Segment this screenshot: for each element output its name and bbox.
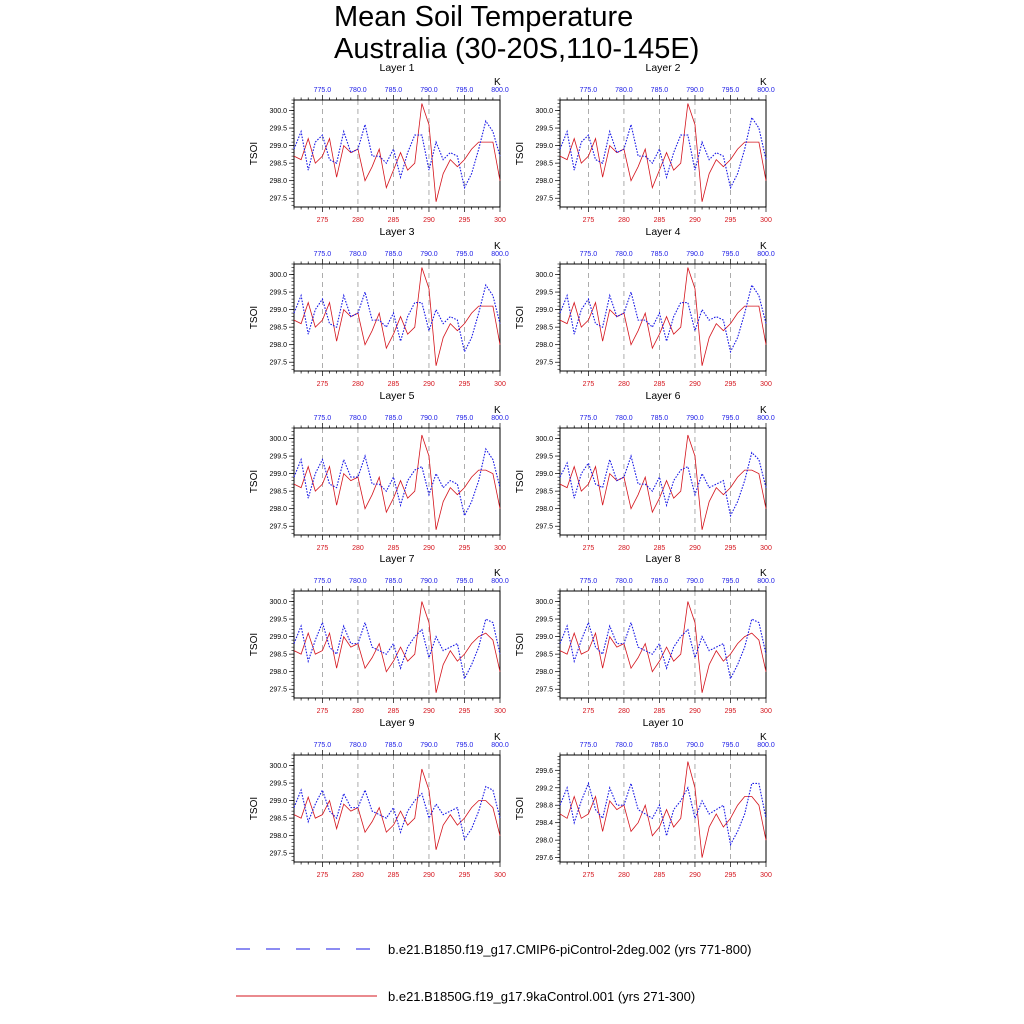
y-tick-label: 298.5 bbox=[535, 160, 553, 168]
top-tick-label: 800.0 bbox=[491, 415, 509, 422]
top-tick-label: 785.0 bbox=[650, 742, 669, 749]
top-tick-label: 790.0 bbox=[686, 415, 704, 422]
top-axis-unit: K bbox=[494, 241, 501, 252]
x-tick-label: 295 bbox=[724, 872, 737, 879]
top-tick-label: 775.0 bbox=[579, 742, 598, 749]
y-tick-label: 298.0 bbox=[269, 669, 287, 677]
x-tick-label: 275 bbox=[316, 708, 329, 715]
top-tick-label: 775.0 bbox=[579, 578, 598, 585]
top-tick-label: 790.0 bbox=[420, 578, 438, 585]
x-tick-label: 280 bbox=[352, 708, 364, 715]
x-tick-label: 275 bbox=[582, 381, 595, 388]
series-picontrol-line bbox=[294, 285, 500, 352]
top-tick-label: 800.0 bbox=[491, 251, 509, 258]
x-tick-label: 285 bbox=[653, 381, 666, 388]
panel-layer-9 bbox=[249, 717, 509, 879]
x-tick-label: 300 bbox=[494, 872, 506, 879]
top-tick-label: 785.0 bbox=[384, 87, 403, 94]
x-tick-label: 285 bbox=[387, 872, 400, 879]
y-tick-label: 299.0 bbox=[269, 798, 287, 806]
top-tick-label: 790.0 bbox=[686, 578, 704, 585]
top-tick-label: 785.0 bbox=[384, 415, 403, 422]
top-tick-label: 795.0 bbox=[721, 415, 740, 422]
x-tick-label: 280 bbox=[352, 381, 364, 388]
figure-title-line1: Mean Soil Temperature bbox=[334, 1, 634, 33]
y-tick-label: 298.8 bbox=[535, 802, 553, 810]
panel-layer-10 bbox=[515, 717, 775, 879]
y-axis-label: TSOI bbox=[515, 796, 526, 821]
top-tick-label: 780.0 bbox=[615, 742, 633, 749]
series-9kacontrol-line bbox=[294, 268, 500, 366]
top-tick-label: 780.0 bbox=[615, 87, 633, 94]
y-tick-label: 299.5 bbox=[269, 453, 287, 461]
plot-frame bbox=[294, 755, 500, 862]
series-picontrol-line bbox=[560, 619, 766, 679]
top-tick-label: 795.0 bbox=[455, 415, 474, 422]
x-tick-label: 295 bbox=[458, 545, 471, 552]
top-tick-label: 775.0 bbox=[313, 251, 332, 258]
y-tick-label: 299.6 bbox=[535, 767, 553, 775]
x-tick-label: 275 bbox=[316, 872, 329, 879]
top-tick-label: 800.0 bbox=[757, 578, 775, 585]
top-tick-label: 800.0 bbox=[491, 742, 509, 749]
top-tick-label: 780.0 bbox=[349, 578, 367, 585]
top-tick-label: 780.0 bbox=[349, 87, 367, 94]
x-tick-label: 295 bbox=[724, 217, 737, 224]
top-axis-unit: K bbox=[760, 405, 767, 416]
y-tick-label: 297.5 bbox=[535, 523, 553, 531]
top-axis-unit: K bbox=[760, 568, 767, 579]
y-tick-label: 297.5 bbox=[535, 359, 553, 367]
top-tick-label: 795.0 bbox=[721, 87, 740, 94]
series-9kacontrol-line bbox=[560, 268, 766, 366]
y-axis-label: TSOI bbox=[249, 632, 260, 657]
y-tick-label: 299.5 bbox=[535, 125, 553, 133]
panel-layer-7 bbox=[249, 553, 509, 715]
panel-title: Layer 4 bbox=[645, 226, 681, 238]
y-tick-label: 298.0 bbox=[535, 506, 553, 514]
series-9kacontrol-line bbox=[560, 602, 766, 693]
top-axis-unit: K bbox=[760, 732, 767, 743]
y-tick-label: 299.5 bbox=[269, 289, 287, 297]
x-tick-label: 285 bbox=[387, 217, 400, 224]
x-tick-label: 285 bbox=[653, 708, 666, 715]
x-tick-label: 285 bbox=[387, 545, 400, 552]
x-tick-label: 300 bbox=[760, 708, 772, 715]
top-tick-label: 795.0 bbox=[455, 742, 474, 749]
x-tick-label: 290 bbox=[689, 381, 701, 388]
y-tick-label: 299.0 bbox=[535, 307, 553, 315]
top-tick-label: 790.0 bbox=[420, 742, 438, 749]
series-9kacontrol-line bbox=[294, 435, 500, 530]
x-tick-label: 275 bbox=[582, 217, 595, 224]
top-tick-label: 790.0 bbox=[420, 415, 438, 422]
series-picontrol-line bbox=[294, 121, 500, 188]
x-tick-label: 290 bbox=[423, 708, 435, 715]
panel-title: Layer 8 bbox=[645, 553, 681, 565]
x-tick-label: 280 bbox=[618, 381, 630, 388]
y-tick-label: 299.5 bbox=[535, 453, 553, 461]
top-axis-unit: K bbox=[760, 77, 767, 88]
top-tick-label: 785.0 bbox=[384, 742, 403, 749]
x-tick-label: 290 bbox=[689, 545, 701, 552]
top-tick-label: 775.0 bbox=[579, 251, 598, 258]
series-9kacontrol-line bbox=[294, 769, 500, 850]
y-tick-label: 300.0 bbox=[535, 436, 553, 444]
series-9kacontrol-line bbox=[560, 762, 766, 858]
top-tick-label: 780.0 bbox=[349, 251, 367, 258]
top-tick-label: 800.0 bbox=[757, 87, 775, 94]
top-axis-unit: K bbox=[494, 732, 501, 743]
y-axis-label: TSOI bbox=[515, 305, 526, 330]
top-tick-label: 795.0 bbox=[721, 742, 740, 749]
y-axis-label: TSOI bbox=[515, 632, 526, 657]
top-tick-label: 775.0 bbox=[313, 415, 332, 422]
top-tick-label: 775.0 bbox=[579, 415, 598, 422]
x-tick-label: 280 bbox=[352, 217, 364, 224]
top-tick-label: 785.0 bbox=[650, 87, 669, 94]
panel-layer-3 bbox=[249, 226, 509, 388]
y-tick-label: 298.0 bbox=[269, 833, 287, 841]
x-tick-label: 285 bbox=[653, 545, 666, 552]
series-picontrol-line bbox=[560, 453, 766, 516]
y-tick-label: 299.0 bbox=[269, 143, 287, 151]
top-tick-label: 800.0 bbox=[757, 251, 775, 258]
x-tick-label: 290 bbox=[423, 872, 435, 879]
y-tick-label: 298.5 bbox=[535, 488, 553, 496]
x-tick-label: 275 bbox=[316, 217, 329, 224]
y-tick-label: 298.0 bbox=[535, 669, 553, 677]
x-tick-label: 300 bbox=[494, 217, 506, 224]
y-tick-label: 299.5 bbox=[535, 289, 553, 297]
top-tick-label: 800.0 bbox=[491, 578, 509, 585]
legend-label: b.e21.B1850.f19_g17.CMIP6-piControl-2deg.002 (yrs 771-800) bbox=[388, 942, 752, 957]
y-tick-label: 297.5 bbox=[269, 850, 287, 858]
x-tick-label: 280 bbox=[618, 872, 630, 879]
y-axis-label: TSOI bbox=[249, 305, 260, 330]
panel-title: Layer 6 bbox=[645, 390, 681, 402]
top-tick-label: 795.0 bbox=[721, 578, 740, 585]
x-tick-label: 300 bbox=[760, 545, 772, 552]
x-tick-label: 290 bbox=[423, 381, 435, 388]
y-tick-label: 299.0 bbox=[269, 634, 287, 642]
top-tick-label: 790.0 bbox=[686, 742, 704, 749]
y-tick-label: 297.5 bbox=[535, 686, 553, 694]
y-tick-label: 300.0 bbox=[269, 599, 287, 607]
y-tick-label: 299.5 bbox=[269, 125, 287, 133]
top-tick-label: 800.0 bbox=[757, 742, 775, 749]
y-tick-label: 297.6 bbox=[535, 855, 553, 863]
x-tick-label: 290 bbox=[423, 545, 435, 552]
y-axis-label: TSOI bbox=[249, 469, 260, 494]
panel-title: Layer 2 bbox=[645, 62, 681, 74]
x-tick-label: 290 bbox=[689, 872, 701, 879]
x-tick-label: 280 bbox=[352, 545, 364, 552]
x-tick-label: 280 bbox=[618, 217, 630, 224]
y-tick-label: 298.5 bbox=[535, 324, 553, 332]
y-tick-label: 300.0 bbox=[535, 272, 553, 280]
x-tick-label: 290 bbox=[423, 217, 435, 224]
y-tick-label: 298.0 bbox=[269, 506, 287, 514]
top-tick-label: 790.0 bbox=[420, 87, 438, 94]
x-tick-label: 295 bbox=[724, 545, 737, 552]
y-tick-label: 299.5 bbox=[269, 780, 287, 788]
x-tick-label: 285 bbox=[653, 872, 666, 879]
x-tick-label: 280 bbox=[618, 545, 630, 552]
y-tick-label: 300.0 bbox=[269, 763, 287, 771]
y-axis-label: TSOI bbox=[249, 141, 260, 166]
top-axis-unit: K bbox=[494, 568, 501, 579]
legend bbox=[236, 942, 752, 1004]
top-tick-label: 785.0 bbox=[384, 251, 403, 258]
x-tick-label: 295 bbox=[458, 381, 471, 388]
x-tick-label: 275 bbox=[316, 545, 329, 552]
panel-title: Layer 9 bbox=[379, 717, 415, 729]
y-tick-label: 299.0 bbox=[535, 143, 553, 151]
series-picontrol-line bbox=[294, 619, 500, 679]
y-tick-label: 300.0 bbox=[269, 436, 287, 444]
top-tick-label: 775.0 bbox=[313, 578, 332, 585]
panel-layer-1 bbox=[249, 62, 509, 224]
top-tick-label: 795.0 bbox=[721, 251, 740, 258]
y-axis-label: TSOI bbox=[515, 469, 526, 494]
y-tick-label: 298.5 bbox=[269, 815, 287, 823]
y-tick-label: 300.0 bbox=[269, 108, 287, 116]
top-tick-label: 780.0 bbox=[615, 415, 633, 422]
x-tick-label: 280 bbox=[352, 872, 364, 879]
y-tick-label: 300.0 bbox=[269, 272, 287, 280]
y-tick-label: 297.5 bbox=[269, 359, 287, 367]
legend-label: b.e21.B1850G.f19_g17.9kaControl.001 (yrs 271-300) bbox=[388, 989, 696, 1004]
series-9kacontrol-line bbox=[560, 435, 766, 530]
y-tick-label: 297.5 bbox=[269, 195, 287, 203]
y-tick-label: 300.0 bbox=[535, 108, 553, 116]
panel-layer-8 bbox=[515, 553, 775, 715]
figure-title-line2: Australia (30-20S,110-145E) bbox=[334, 33, 700, 65]
x-tick-label: 300 bbox=[760, 872, 772, 879]
x-tick-label: 275 bbox=[582, 872, 595, 879]
top-tick-label: 780.0 bbox=[349, 742, 367, 749]
x-tick-label: 285 bbox=[387, 708, 400, 715]
y-tick-label: 297.5 bbox=[269, 523, 287, 531]
panel-title: Layer 3 bbox=[379, 226, 415, 238]
series-9kacontrol-line bbox=[560, 104, 766, 202]
y-tick-label: 299.0 bbox=[269, 307, 287, 315]
top-tick-label: 775.0 bbox=[313, 742, 332, 749]
x-tick-label: 300 bbox=[760, 217, 772, 224]
top-tick-label: 800.0 bbox=[491, 87, 509, 94]
y-tick-label: 299.5 bbox=[269, 616, 287, 624]
x-tick-label: 275 bbox=[582, 545, 595, 552]
x-tick-label: 285 bbox=[387, 381, 400, 388]
y-tick-label: 298.0 bbox=[269, 342, 287, 350]
y-tick-label: 299.0 bbox=[535, 634, 553, 642]
top-tick-label: 795.0 bbox=[455, 578, 474, 585]
panel-title: Layer 1 bbox=[379, 62, 415, 74]
y-tick-label: 297.5 bbox=[535, 195, 553, 203]
y-tick-label: 298.4 bbox=[535, 820, 553, 828]
x-tick-label: 275 bbox=[582, 708, 595, 715]
y-tick-label: 298.0 bbox=[269, 178, 287, 186]
y-tick-label: 300.0 bbox=[535, 599, 553, 607]
series-9kacontrol-line bbox=[294, 602, 500, 693]
panel-title: Layer 7 bbox=[379, 553, 415, 565]
top-tick-label: 785.0 bbox=[650, 578, 669, 585]
panel-layer-6 bbox=[515, 390, 775, 552]
top-tick-label: 785.0 bbox=[384, 578, 403, 585]
top-tick-label: 800.0 bbox=[757, 415, 775, 422]
y-axis-label: TSOI bbox=[515, 141, 526, 166]
top-axis-unit: K bbox=[494, 405, 501, 416]
series-9kacontrol-line bbox=[294, 104, 500, 202]
x-tick-label: 295 bbox=[458, 217, 471, 224]
y-tick-label: 298.5 bbox=[535, 651, 553, 659]
series-picontrol-line bbox=[560, 285, 766, 352]
x-tick-label: 295 bbox=[724, 708, 737, 715]
panel-layer-2 bbox=[515, 62, 775, 224]
y-tick-label: 298.5 bbox=[269, 160, 287, 168]
y-tick-label: 298.5 bbox=[269, 651, 287, 659]
y-tick-label: 298.0 bbox=[535, 178, 553, 186]
x-tick-label: 300 bbox=[760, 381, 772, 388]
top-tick-label: 780.0 bbox=[615, 578, 633, 585]
y-tick-label: 299.2 bbox=[535, 785, 553, 793]
top-axis-unit: K bbox=[760, 241, 767, 252]
top-tick-label: 775.0 bbox=[313, 87, 332, 94]
top-tick-label: 785.0 bbox=[650, 251, 669, 258]
top-axis-unit: K bbox=[494, 77, 501, 88]
x-tick-label: 300 bbox=[494, 545, 506, 552]
series-picontrol-line bbox=[294, 787, 500, 840]
panel-layer-4 bbox=[515, 226, 775, 388]
panel-title: Layer 10 bbox=[642, 717, 684, 729]
y-tick-label: 299.0 bbox=[269, 471, 287, 479]
top-tick-label: 795.0 bbox=[455, 87, 474, 94]
y-tick-label: 298.0 bbox=[535, 837, 553, 845]
y-tick-label: 299.5 bbox=[535, 616, 553, 624]
panel-title: Layer 5 bbox=[379, 390, 415, 402]
series-picontrol-line bbox=[294, 449, 500, 516]
x-tick-label: 280 bbox=[618, 708, 630, 715]
x-tick-label: 295 bbox=[458, 872, 471, 879]
y-axis-label: TSOI bbox=[249, 796, 260, 821]
x-tick-label: 275 bbox=[316, 381, 329, 388]
y-tick-label: 297.5 bbox=[269, 686, 287, 694]
x-tick-label: 300 bbox=[494, 381, 506, 388]
x-tick-label: 290 bbox=[689, 708, 701, 715]
top-tick-label: 785.0 bbox=[650, 415, 669, 422]
x-tick-label: 285 bbox=[653, 217, 666, 224]
y-tick-label: 298.5 bbox=[269, 488, 287, 496]
y-tick-label: 299.0 bbox=[535, 471, 553, 479]
top-tick-label: 790.0 bbox=[420, 251, 438, 258]
x-tick-label: 300 bbox=[494, 708, 506, 715]
panel-layer-5 bbox=[249, 390, 509, 552]
top-tick-label: 790.0 bbox=[686, 251, 704, 258]
x-tick-label: 290 bbox=[689, 217, 701, 224]
series-picontrol-line bbox=[560, 783, 766, 844]
top-tick-label: 790.0 bbox=[686, 87, 704, 94]
y-tick-label: 298.0 bbox=[535, 342, 553, 350]
top-tick-label: 780.0 bbox=[349, 415, 367, 422]
top-tick-label: 795.0 bbox=[455, 251, 474, 258]
top-tick-label: 775.0 bbox=[579, 87, 598, 94]
x-tick-label: 295 bbox=[458, 708, 471, 715]
top-tick-label: 780.0 bbox=[615, 251, 633, 258]
x-tick-label: 295 bbox=[724, 381, 737, 388]
y-tick-label: 298.5 bbox=[269, 324, 287, 332]
layer-panels bbox=[249, 62, 775, 879]
